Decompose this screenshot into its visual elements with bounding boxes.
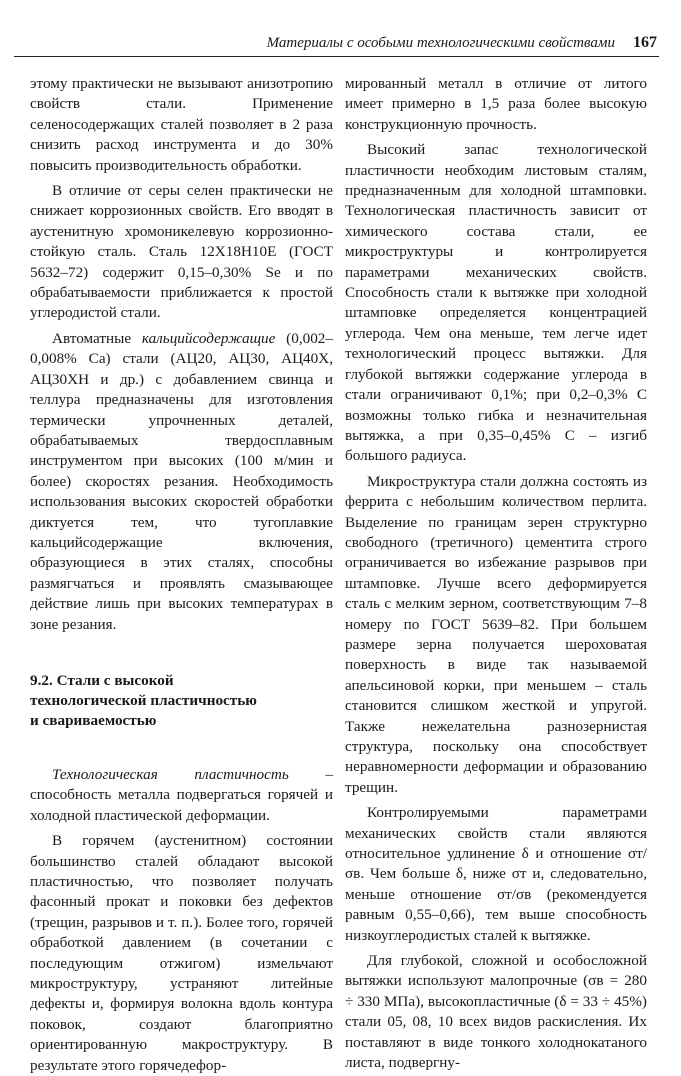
left-paragraph-1: этому практически не вызывают анизотропию свойств стали. Применение селеносодержащих сталей позволяет в 2 раза снизить расход инструмента и до 30% повысить производительность обработки. (30, 75, 333, 174)
header-title: Материалы с особыми технологическими свойствами (266, 35, 615, 51)
right-paragraph-2: Высокий запас технологической пластичности необходим листовым сталям, предназначенным для холодной штамповки. Технологическая пластичность зависит от химического состава стали, ее микроструктуры и контролируется параметрами механических свойств. Способность стали к вытяжке при холодной штамповке определяется концентрацией углерода. Чем она меньше, тем легче идет технологический процесс вытяжки. Для глубокой вытяжки содержание углерода в стали ограничивают 0,1%; при 0,2–0,3% С возможны только гибка и незначительная вытяжка, а при 0,35–0,45% С – изгиб большого радиуса. (345, 141, 647, 465)
left-paragraph-2: В отличие от серы селен практически не снижает коррозионных свойств. Его вводят в аустенитную хромоникелевую коррозионно-стойкую сталь. Сталь 12Х18Н10Е (ГОСТ 5632–72) содержит 0,15–0,30% Se и по обрабатываемости приближается к простой углеродистой стали. (30, 182, 333, 322)
section-heading: 9.2. Стали с высокой технологической пластичностью и свариваемостью (30, 671, 257, 729)
p3-rest: (0,002–0,008% Са) стали (АЦ20, АЦ30, АЦ40Х, АЦ30ХН и др.) с добавлением свинца и теллура предназначены для изготовления термически упрочненных деталей, обрабатываемых твердосплавным инструментом при высоких (100 м/мин и более) скоростях резания. Необходимость использования высоких скоростей обработки диктуется тем, что тугоплавкие кальцийсодержащие включения, образующиеся в этих сталях, способны размягчаться и проявлять смазывающее действие лишь при высоких температурах в зоне резания. (30, 329, 333, 633)
p3-emphasis: кальцийсодержащие (141, 329, 276, 347)
p4-rest: – способность металла подвергаться горячей и холодной пластической деформации. (30, 765, 334, 824)
running-header (14, 34, 659, 57)
right-paragraph-1: мированный металл в отличие от литого имеет примерно в 1,5 раза более высокую конструкционную прочность. (345, 75, 647, 133)
left-column (30, 74, 333, 1076)
page-number: 167 (633, 34, 657, 51)
left-paragraph-4 (30, 765, 333, 826)
right-paragraph-5: Для глубокой, сложной и особосложной вытяжки используют малопрочные (σв = 280 ÷ 330 МПа), высокопластичные (δ = 33 ÷ 45%) стали 05, 08, 10 всех видов раскисления. Их поставляют в виде тонкого холоднокатаного листа, подвергну- (345, 952, 647, 1072)
right-paragraph-4: Контролируемыми параметрами механических свойств стали являются относительное удлинение δ и отношение σт/σв. Чем больше δ, ниже σт и, следовательно, меньше отношение σт/σв (рекомендуется равным 0,55–0,66), тем выше способность низкоуглеродистых сталей к вытяжке. (345, 804, 647, 944)
left-paragraph-5: В горячем (аустенитном) состоянии большинство сталей обладают высокой пластичностью, что позволяет получать фасонный прокат и поковки без дефектов (трещин, разрывов и т. п.). Более того, горячей обработкой давлением (в сочетании с последующим отжигом) измельчают микроструктуру, устраняют литейные дефекты и, формируя волокна вдоль контура поковок, создают благоприятно ориентированную макроструктуру. В результате этого горячедефор- (30, 832, 333, 1074)
p3-start: Автоматные (52, 329, 142, 347)
right-paragraph-3: Микроструктура стали должна состоять из феррита с небольшим количеством перлита. Выделение по границам зерен структурно свободного (третичного) цементита строго ограничивается во избежание разрывов при штамповке. Лучше всего деформируется сталь с мелким зерном, соответствующим 7–8 номеру по ГОСТ 5639–82. При большем размере зерна получается шероховатая поверхность в виде так называемой апельсиновой корки, при меньшем – сталь становится слишком жесткой и упругой. Также нежелательна разнозернистая структура, поскольку она способствует неравномерности деформации и образованию трещин. (345, 472, 647, 796)
p4-emphasis: Технологическая пластичность (52, 765, 289, 783)
left-paragraph-3 (30, 329, 333, 635)
right-column (345, 74, 647, 1074)
